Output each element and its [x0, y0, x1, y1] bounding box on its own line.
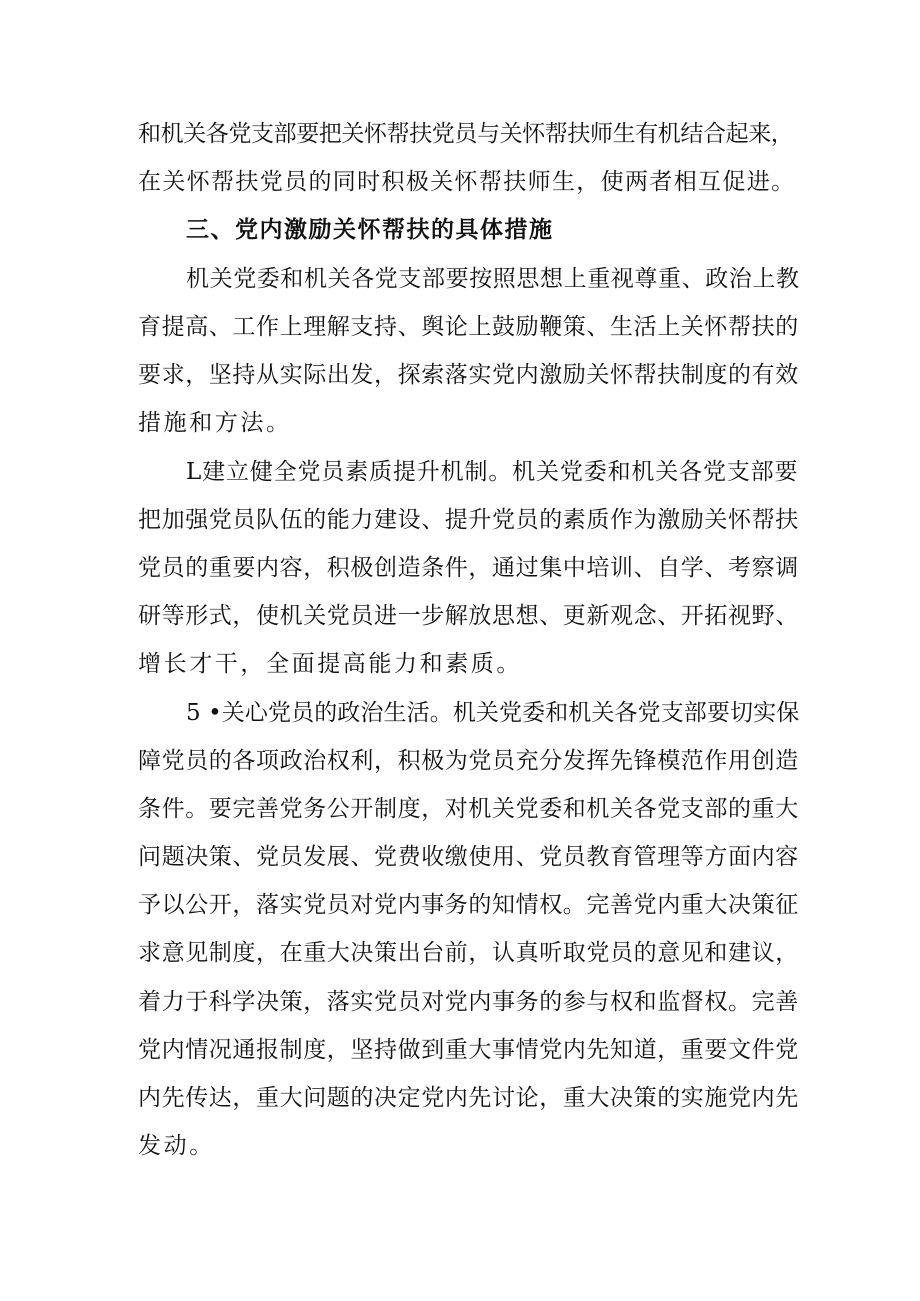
text-line: 党内情况通报制度，坚持做到重大事情党内先知道，重要文件党 — [138, 1037, 799, 1063]
text-line: 予以公开，落实党员对党内事务的知情权。完善党内重大决策征 — [138, 892, 799, 918]
text-line: 党员的重要内容，积极创造条件，通过集中培训、自学、考察调 — [138, 555, 799, 581]
text-line: 把加强党员队伍的能力建设、提升党员的素质作为激励关怀帮扶 — [138, 507, 799, 533]
paragraph-first-line: 机关党委和机关各党支部要按照思想上重视尊重、政治上教 — [186, 266, 800, 292]
text-line: 措施和方法。 — [138, 410, 292, 436]
text-line: 育提高、工作上理解支持、舆论上鼓励鞭策、生活上关怀帮扶的 — [138, 314, 799, 340]
paragraph-first-line: 5 •关心党员的政治生活。机关党委和机关各党支部要切实保 — [186, 700, 800, 726]
text-line: 障党员的各项政治权利，积极为党员充分发挥先锋模范作用创造 — [138, 748, 799, 774]
text-line: 着力于科学决策，落实党员对党内事务的参与权和监督权。完善 — [138, 989, 799, 1015]
text-line: 条件。要完善党务公开制度，对机关党委和机关各党支部的重大 — [138, 796, 799, 822]
text-line: 求意见制度，在重大决策出台前，认真听取党员的意见和建议， — [138, 940, 799, 966]
section-heading: 三、党内激励关怀帮扶的具体措施 — [186, 217, 554, 243]
text-line: 要求，坚持从实际出发，探索落实党内激励关怀帮扶制度的有效 — [138, 362, 799, 388]
text-line: 内先传达，重大问题的决定党内先讨论，重大决策的实施党内先 — [138, 1085, 799, 1111]
text-line: 在关怀帮扶党员的同时积极关怀帮扶师生，使两者相互促进。 — [138, 169, 796, 195]
paragraph-first-line: L建立健全党员素质提升机制。机关党委和机关各党支部要 — [186, 459, 799, 485]
text-line: 问题决策、党员发展、党费收缴使用、党员教育管理等方面内容 — [138, 844, 799, 870]
text-line: 增长才干，全面提高能力和素质。 — [138, 651, 522, 677]
text-line: 发动。 — [138, 1133, 215, 1159]
text-line: 研等形式，使机关党员进一步解放思想、更新观念、开拓视野、 — [138, 603, 799, 629]
text-line: 和机关各党支部要把关怀帮扶党员与关怀帮扶师生有机结合起来， — [138, 121, 794, 147]
